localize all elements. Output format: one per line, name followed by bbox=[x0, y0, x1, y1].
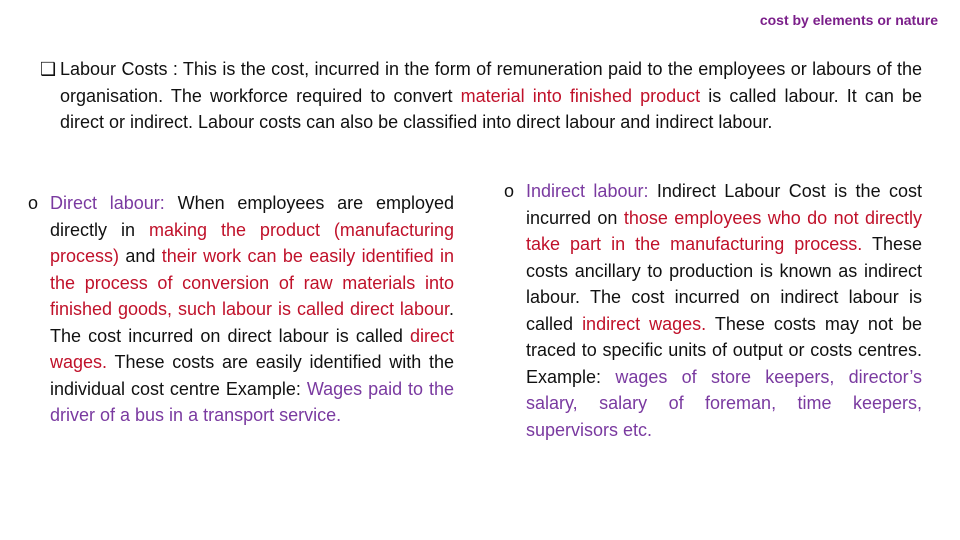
direct-term: Direct labour: bbox=[50, 193, 165, 213]
direct-text-3: . The cost incurred on direct labour is called bbox=[50, 299, 454, 346]
labour-costs-paragraph bbox=[38, 56, 922, 136]
direct-labour-block bbox=[28, 190, 454, 429]
indirect-example-label: Example: bbox=[526, 366, 602, 387]
indirect-text-1: Indirect Labour Cost is the cost incurred on bbox=[526, 181, 922, 228]
direct-highlight-1: making the product (manufacturing process) bbox=[50, 219, 454, 266]
direct-highlight-3: direct wages. bbox=[50, 325, 454, 372]
indirect-text-2: These costs ancillary to production is known as indirect labour. The cost incurred on indirect labour is called bbox=[526, 234, 923, 334]
indirect-highlight-2: indirect wages. bbox=[582, 313, 707, 334]
intro-highlight: material into finished product bbox=[460, 85, 701, 106]
checkbox-bullet-icon: ❑ bbox=[40, 59, 57, 79]
circle-bullet-icon: o bbox=[28, 193, 39, 213]
indirect-example: wages of store keepers, director’s salary, salary of foreman, time keepers, supervisors etc. bbox=[526, 366, 922, 440]
circle-bullet-icon: o bbox=[504, 181, 515, 201]
indirect-text-3: These costs may not be traced to specific units of output or costs centres. bbox=[526, 313, 922, 360]
indirect-highlight-1: those employees who do not directly take part in the manufacturing process. bbox=[526, 207, 922, 254]
direct-text-4: These costs are easily identified with the individual cost centre bbox=[50, 352, 454, 399]
intro-tail: is called labour. It can be direct or indirect. Labour costs can also be classified into direct labour and indirect labour. bbox=[60, 85, 922, 132]
indirect-term: Indirect labour: bbox=[526, 181, 649, 201]
direct-example-label: Example: bbox=[225, 378, 301, 399]
direct-highlight-2: their work can be easily identified in the process of conversion of raw materials into finished goods, such labour is called direct labour bbox=[50, 246, 454, 319]
direct-text-1: When employees are employed directly in bbox=[50, 193, 454, 240]
indirect-labour-block bbox=[504, 178, 922, 443]
direct-text-2: and bbox=[119, 246, 162, 266]
intro-lead: Labour Costs : This is the cost, incurred in the form of remuneration paid to the employees or labours of the organisation. The workforce required to convert bbox=[60, 59, 922, 106]
slide-title: cost by elements or nature bbox=[759, 12, 938, 28]
direct-example: Wages paid to the driver of a bus in a transport service. bbox=[50, 378, 454, 425]
